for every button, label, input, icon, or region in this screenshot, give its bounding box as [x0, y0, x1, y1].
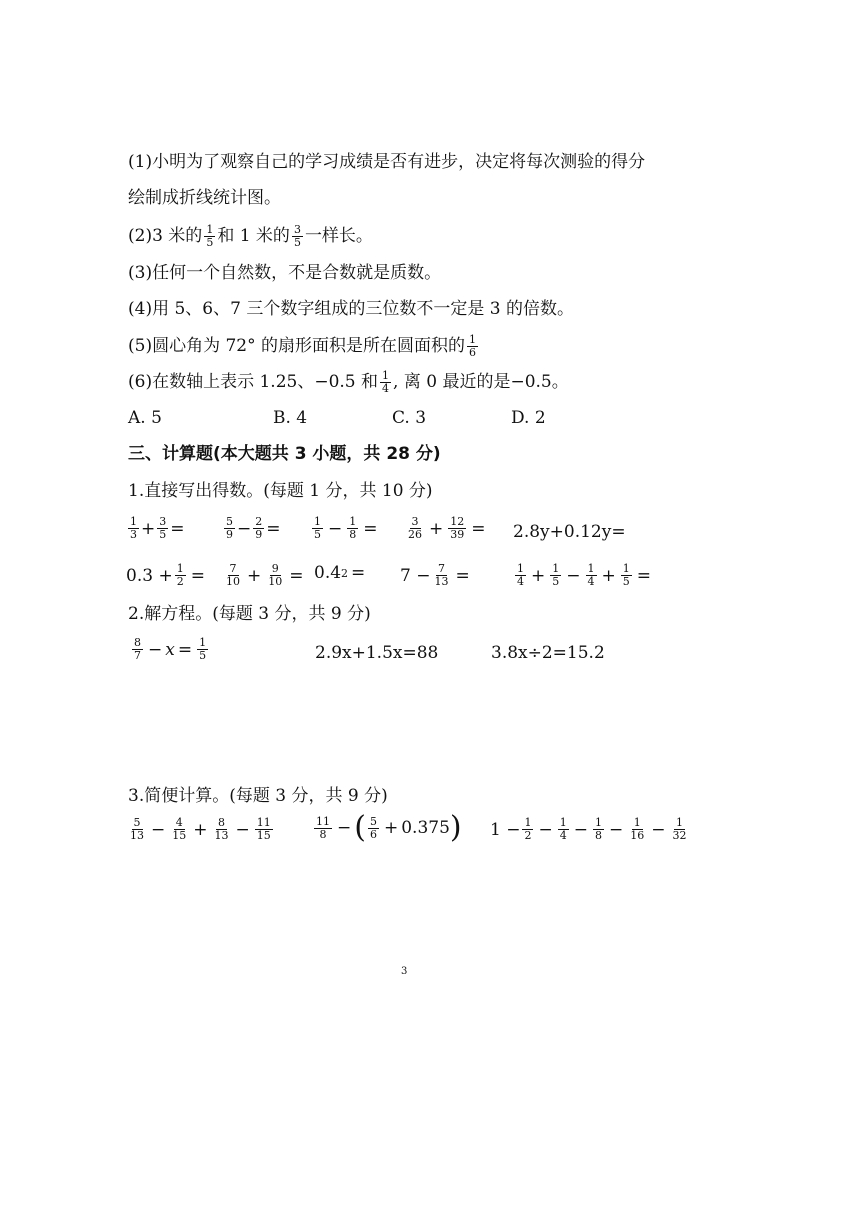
- q2-mid: 和 1 米的: [217, 226, 290, 246]
- p1-r1-e1: $\frac{1}{3}$ + $\frac{3}{5}$ =: [130, 515, 185, 541]
- p1-r2-e1: 0.3 + $\frac{1}{2}$ =: [126, 562, 205, 588]
- p2-e2: 2.9x+1.5x=88: [315, 643, 439, 663]
- frac-1-4: $\frac{1}{4}$: [382, 369, 390, 395]
- choice-d: D. 2: [511, 408, 546, 428]
- choice-b: B. 4: [273, 408, 308, 428]
- q2-post: 一样长。: [304, 226, 373, 246]
- judge-q3: (3)任何一个自然数，不是合数就是质数。: [128, 263, 442, 283]
- p1-r2-e4: 7 − $\frac{7}{13}$ =: [400, 562, 470, 588]
- p1-r2-e3: 0.4 2 =: [314, 563, 366, 583]
- page-number: 3: [401, 966, 408, 977]
- choice-c: C. 3: [392, 408, 427, 428]
- p2-e3: 3.8x÷2=15.2: [491, 643, 605, 663]
- frac-1-6: $\frac{1}{6}$: [469, 333, 477, 359]
- judge-q6: [128, 370, 569, 395]
- part2-title: 2.解方程。(每题 3 分，共 9 分): [128, 604, 371, 624]
- p1-r1-e5: 2.8y+0.12y=: [513, 522, 626, 542]
- p1-r2-e5: $\frac{1}{4}$ + $\frac{1}{5}$ − $\frac{1}{4}$ + $\frac{1}{5}$ =: [517, 562, 651, 588]
- frac-3-5: $\frac{3}{5}$: [293, 223, 301, 249]
- judge-q1-line1: (1)小明为了观察自己的学习成绩是否有进步，决定将每次测验的得分: [128, 152, 646, 172]
- p3-e2: $\frac{11}{8}$ − ( $\frac{5}{6}$ + 0.375 ): [316, 810, 462, 845]
- choice-a: A. 5: [128, 408, 162, 428]
- part1-title: 1.直接写出得数。(每题 1 分，共 10 分): [128, 481, 433, 501]
- judge-q2: [128, 224, 373, 249]
- p1-r1-e3: $\frac{1}{5}$ − $\frac{1}{8}$ =: [314, 515, 378, 541]
- q2-pre: (2)3 米的: [128, 226, 203, 246]
- p3-e1: $\frac{5}{13}$ − $\frac{4}{15}$ + $\frac{8}{13}$ − $\frac{11}{15}$: [130, 816, 271, 842]
- q5-pre: (5)圆心角为 72° 的扇形面积是所在圆面积的: [128, 336, 466, 356]
- section3-title: 三、计算题(本大题共 3 小题，共 28 分): [128, 444, 441, 464]
- judge-q4: (4)用 5、6、7 三个数字组成的三位数不一定是 3 的倍数。: [128, 299, 574, 319]
- part3-title: 3.简便计算。(每题 3 分，共 9 分): [128, 786, 388, 806]
- p1-r2-e2: $\frac{7}{10}$ + $\frac{9}{10}$ =: [226, 562, 304, 588]
- judge-q1-line2: 绘制成折线统计图。: [128, 188, 281, 208]
- judge-q5: [128, 334, 480, 359]
- p1-r1-e2: $\frac{5}{9}$ − $\frac{2}{9}$ =: [226, 515, 281, 541]
- p1-r1-e4: $\frac{3}{26}$ + $\frac{12}{39}$ =: [408, 515, 486, 541]
- p3-e3: 1 − $\frac{1}{2}$ − $\frac{1}{4}$ − $\frac{1}{8}$ − $\frac{1}{16}$ − $\frac{1}{32}$: [490, 816, 687, 842]
- p2-e1: $\frac{8}{7}$ − x = $\frac{1}{5}$: [134, 636, 207, 662]
- q6-post: , 离 0 最近的是−0.5。: [393, 372, 569, 392]
- q6-pre: (6)在数轴上表示 1.25、−0.5 和: [128, 372, 379, 392]
- frac-1-5: $\frac{1}{5}$: [206, 223, 214, 249]
